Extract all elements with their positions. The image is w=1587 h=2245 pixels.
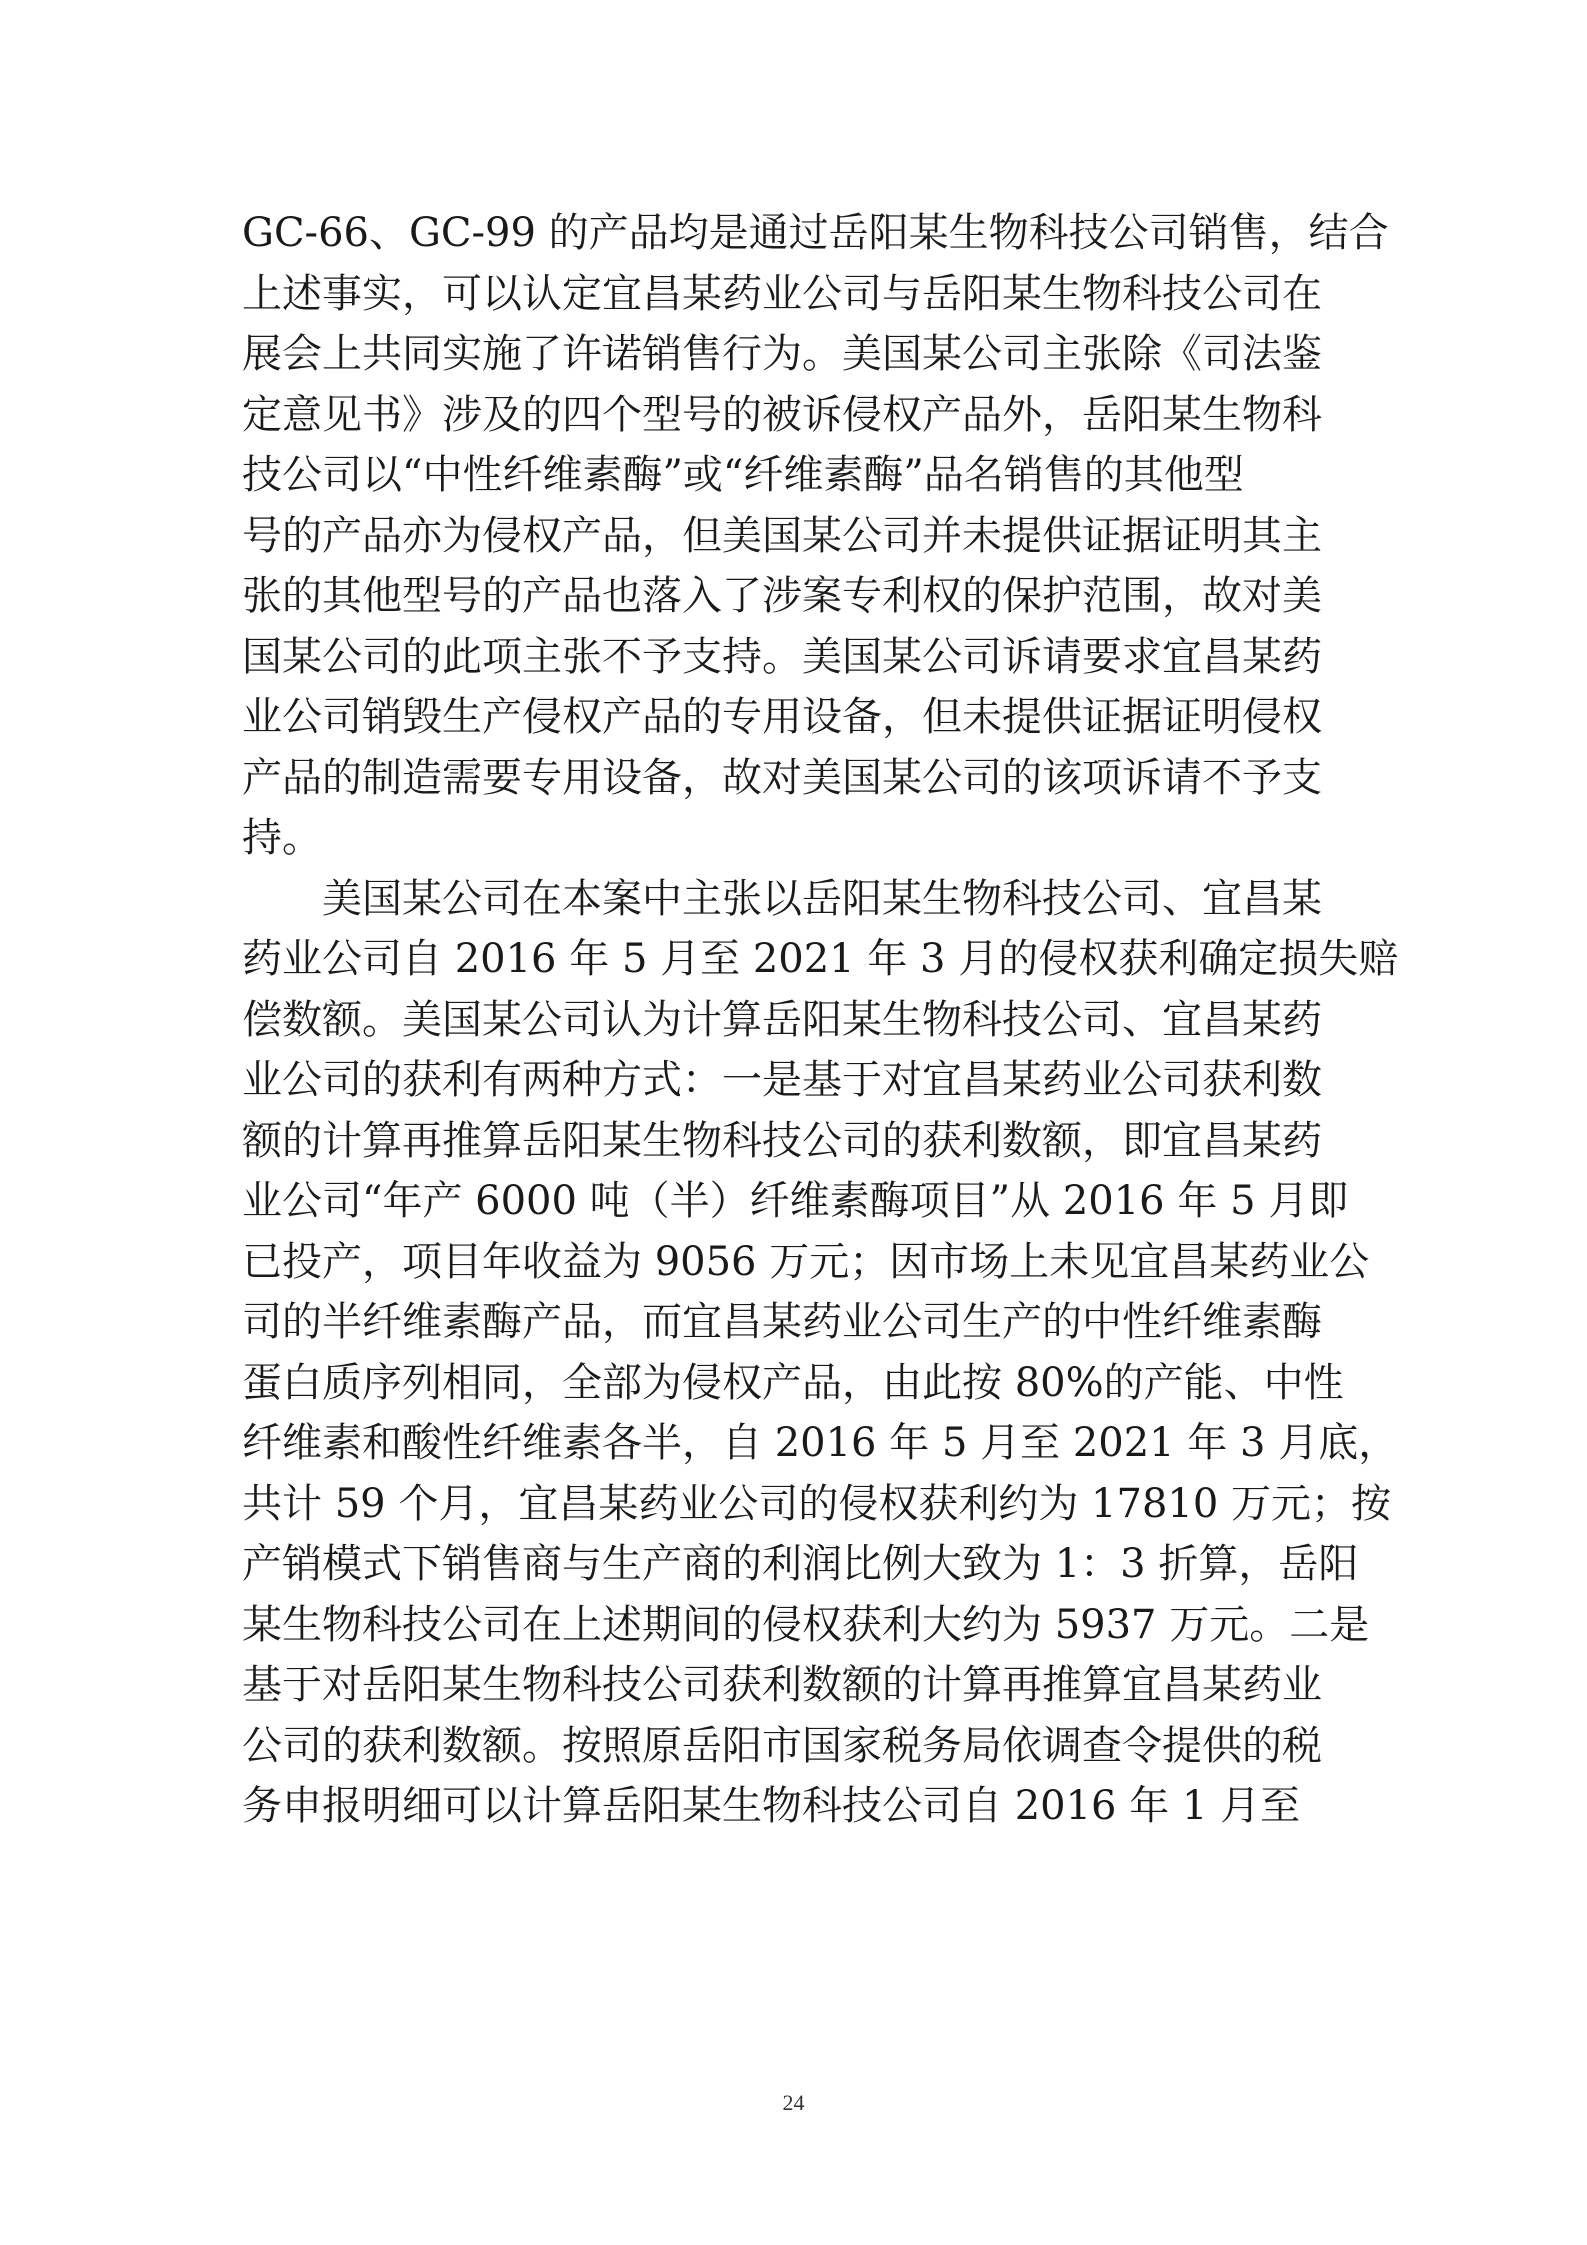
paragraph <box>242 203 1389 869</box>
text-line: 已投产，项目年收益为 9056 万元；因市场上未见宜昌某药业公 <box>242 1238 1370 1285</box>
text-line: 业公司“年产 6000 吨（半）纤维素酶项目”从 2016 年 5 月即 <box>242 1178 1349 1224</box>
text-line: 某生物科技公司在上述期间的侵权获利大约为 5937 万元。二是 <box>242 1601 1370 1648</box>
text-line: 额的计算再推算岳阳某生物科技公司的获利数额，即宜昌某药 <box>242 1117 1322 1164</box>
text-line: 纤维素和酸性纤维素各半，自 2016 年 5 月至 2021 年 3 月底， <box>242 1420 1399 1466</box>
text-line: 产品的制造需要专用设备，故对美国某公司的该项诉请不予支 <box>242 754 1322 801</box>
text-line: 药业公司自 2016 年 5 月至 2021 年 3 月的侵权获利确定损失赔 <box>242 936 1399 982</box>
text-line: 司的半纤维素酶产品，而宜昌某药业公司生产的中性纤维素酶 <box>242 1299 1322 1345</box>
text-line: GC-66、GC-99 的产品均是通过岳阳某生物科技公司销售，结合 <box>242 210 1389 256</box>
text-line: 国某公司的此项主张不予支持。美国某公司诉请要求宜昌某药 <box>242 633 1322 680</box>
text-line: 持。 <box>242 815 322 861</box>
text-line: 展会上共同实施了许诺销售行为。美国某公司主张除《司法鉴 <box>242 331 1322 377</box>
text-line: 业公司销毁生产侵权产品的专用设备，但未提供证据证明侵权 <box>242 694 1322 740</box>
paragraph <box>242 869 1399 1837</box>
text-line: 基于对岳阳某生物科技公司获利数额的计算再推算宜昌某药业 <box>242 1662 1322 1708</box>
text-line: 上述事实，可以认定宜昌某药业公司与岳阳某生物科技公司在 <box>242 270 1322 317</box>
text-line: 定意见书》涉及的四个型号的被诉侵权产品外，岳阳某生物科 <box>242 391 1322 438</box>
body-text <box>242 203 1399 1837</box>
text-line: 美国某公司在本案中主张以岳阳某生物科技公司、宜昌某 <box>322 875 1322 922</box>
text-line: 产销模式下销售商与生产商的利润比例大致为 1：3 折算，岳阳 <box>242 1541 1359 1587</box>
text-line: 务申报明细可以计算岳阳某生物科技公司自 2016 年 1 月至 <box>242 1783 1301 1829</box>
text-line: 技公司以“中性纤维素酶”或“纤维素酶”品名销售的其他型 <box>242 452 1244 498</box>
text-line: 公司的获利数额。按照原岳阳市国家税务局依调查令提供的税 <box>242 1722 1322 1769</box>
text-line: 共计 59 个月，宜昌某药业公司的侵权获利约为 17810 万元；按 <box>242 1480 1392 1527</box>
text-line: 张的其他型号的产品也落入了涉案专利权的保护范围，故对美 <box>242 573 1322 619</box>
page-number: 24 <box>782 2090 805 2115</box>
text-line: 蛋白质序列相同，全部为侵权产品，由此按 80%的产能、中性 <box>242 1359 1344 1406</box>
text-line: 号的产品亦为侵权产品，但美国某公司并未提供证据证明其主 <box>242 512 1322 559</box>
text-line: 业公司的获利有两种方式：一是基于对宜昌某药业公司获利数 <box>242 1057 1322 1103</box>
text-line: 偿数额。美国某公司认为计算岳阳某生物科技公司、宜昌某药 <box>242 996 1322 1043</box>
